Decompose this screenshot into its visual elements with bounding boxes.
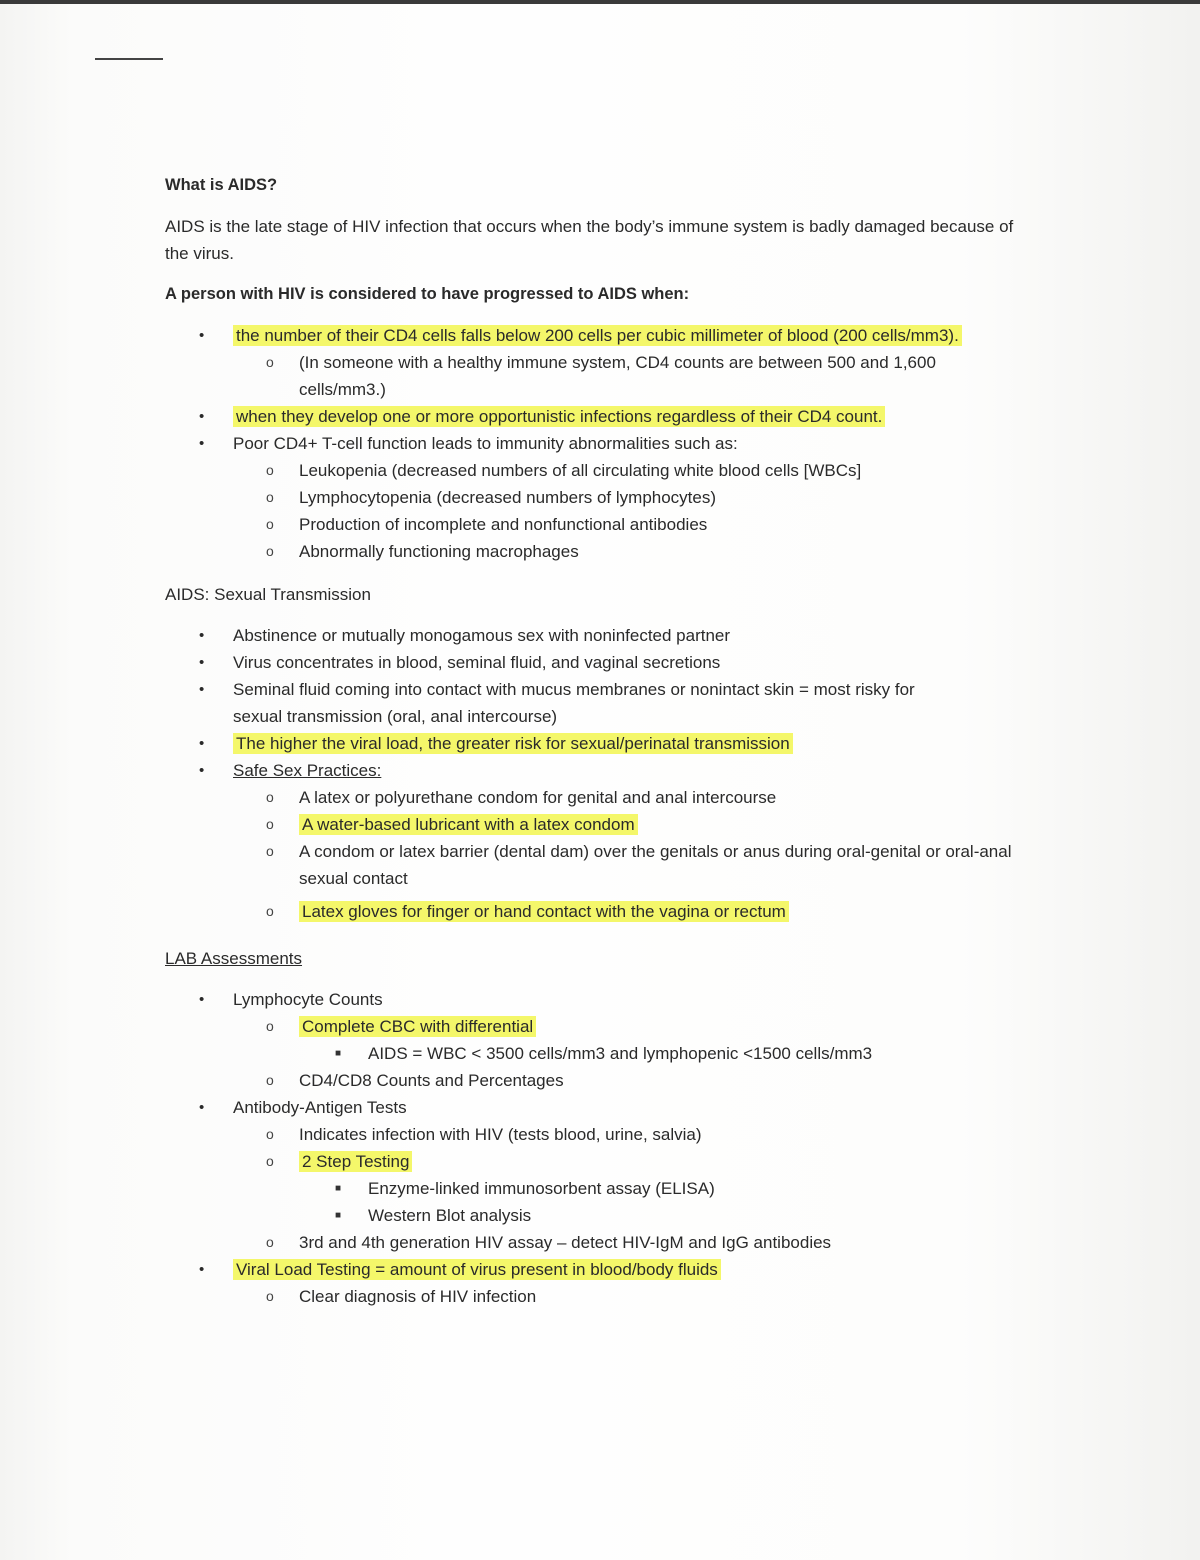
list-item xyxy=(165,538,1025,565)
list-item-text: AIDS = WBC < 3500 cells/mm3 and lymphopenic <1500 cells/mm3 xyxy=(368,1044,873,1063)
list-item-text: Lymphocytopenia (decreased numbers of lymphocytes) xyxy=(299,488,717,507)
circle-bullet-icon: o xyxy=(266,816,274,832)
list-item xyxy=(165,403,1025,430)
circle-bullet-icon: o xyxy=(266,1072,274,1088)
list-item-text: Production of incomplete and nonfunctional antibodies xyxy=(299,515,708,534)
bullet-icon: • xyxy=(199,681,205,698)
bullet-icon: • xyxy=(199,991,205,1008)
list-item-text: (In someone with a healthy immune system, CD4 counts are between 500 and 1,600 cells/mm3.) xyxy=(299,353,936,399)
circle-bullet-icon: o xyxy=(266,1018,274,1034)
list-item xyxy=(165,484,1025,511)
section-heading-lab: LAB Assessments xyxy=(165,949,303,968)
safe-sex-heading: Safe Sex Practices: xyxy=(233,761,382,780)
bullet-icon: • xyxy=(199,327,205,344)
section-heading-transmission: AIDS: Sexual Transmission xyxy=(165,585,371,604)
highlighted-text: Complete CBC with differential xyxy=(299,1016,536,1037)
bullet-icon: • xyxy=(199,762,205,779)
list-item xyxy=(165,1202,1025,1229)
circle-bullet-icon: o xyxy=(266,462,274,478)
definition-paragraph: AIDS is the late stage of HIV infection that occurs when the body’s immune system is badly damaged because of the virus. xyxy=(165,217,1014,263)
list-item xyxy=(165,898,1025,925)
list-item xyxy=(165,811,1025,838)
list-item xyxy=(165,1229,1025,1256)
list-item xyxy=(165,1094,1025,1121)
list-item xyxy=(165,784,1025,811)
list-item xyxy=(165,430,1025,457)
highlighted-text: A water-based lubricant with a latex condom xyxy=(299,814,638,835)
criteria-list xyxy=(165,322,1025,565)
list-item xyxy=(165,1067,1025,1094)
list-item-text: A condom or latex barrier (dental dam) over the genitals or anus during oral-genital or oral-anal sexual contact xyxy=(299,842,1012,888)
list-item-text: Abnormally functioning macrophages xyxy=(299,542,579,561)
section-heading-what-is-aids: What is AIDS? xyxy=(165,176,278,194)
list-item-text: Antibody-Antigen Tests xyxy=(233,1098,407,1117)
list-item xyxy=(165,986,1025,1013)
list-item xyxy=(165,757,1025,784)
criteria-heading: A person with HIV is considered to have progressed to AIDS when: xyxy=(165,285,690,303)
bullet-icon: • xyxy=(199,1099,205,1116)
circle-bullet-icon: o xyxy=(266,1153,274,1169)
list-item-text: CD4/CD8 Counts and Percentages xyxy=(299,1071,564,1090)
circle-bullet-icon: o xyxy=(266,516,274,532)
list-item xyxy=(165,649,1025,676)
highlighted-text: The higher the viral load, the greater risk for sexual/perinatal transmission xyxy=(233,733,793,754)
list-item-text: A latex or polyurethane condom for genital and anal intercourse xyxy=(299,788,777,807)
page-top-edge xyxy=(0,0,1200,4)
list-item-text: Lymphocyte Counts xyxy=(233,990,383,1009)
list-item xyxy=(165,1013,1025,1040)
transmission-list xyxy=(165,622,1025,925)
highlighted-text: Viral Load Testing = amount of virus present in blood/body fluids xyxy=(233,1259,721,1280)
list-item-text: Leukopenia (decreased numbers of all circulating white blood cells [WBCs] xyxy=(299,461,862,480)
list-item xyxy=(165,1040,1025,1067)
list-item-text: Poor CD4+ T-cell function leads to immunity abnormalities such as: xyxy=(233,434,738,453)
document-body xyxy=(165,172,1025,1310)
circle-bullet-icon: o xyxy=(266,843,274,859)
list-item-text: Western Blot analysis xyxy=(368,1206,532,1225)
list-item xyxy=(165,511,1025,538)
list-item xyxy=(165,1256,1025,1283)
highlighted-text: 2 Step Testing xyxy=(299,1151,412,1172)
list-item xyxy=(165,838,1025,892)
list-item xyxy=(165,322,1025,349)
list-item xyxy=(165,1283,1025,1310)
list-item-text: 3rd and 4th generation HIV assay – detect HIV-IgM and IgG antibodies xyxy=(299,1233,832,1252)
circle-bullet-icon: o xyxy=(266,543,274,559)
list-item xyxy=(165,349,1025,403)
square-bullet-icon: ■ xyxy=(335,1183,342,1194)
bullet-icon: • xyxy=(199,408,205,425)
square-bullet-icon: ■ xyxy=(335,1048,342,1059)
list-item-text: Clear diagnosis of HIV infection xyxy=(299,1287,537,1306)
list-item-text: Abstinence or mutually monogamous sex with noninfected partner xyxy=(233,626,731,645)
list-item xyxy=(165,1121,1025,1148)
list-item xyxy=(165,730,1025,757)
highlighted-text: Latex gloves for finger or hand contact with the vagina or rectum xyxy=(299,901,789,922)
circle-bullet-icon: o xyxy=(266,1234,274,1250)
highlighted-text: when they develop one or more opportunistic infections regardless of their CD4 count. xyxy=(233,406,885,427)
circle-bullet-icon: o xyxy=(266,1126,274,1142)
list-item-text: Enzyme-linked immunosorbent assay (ELISA) xyxy=(368,1179,715,1198)
list-item xyxy=(165,1175,1025,1202)
bullet-icon: • xyxy=(199,654,205,671)
circle-bullet-icon: o xyxy=(266,354,274,370)
bullet-icon: • xyxy=(199,435,205,452)
bullet-icon: • xyxy=(199,1261,205,1278)
circle-bullet-icon: o xyxy=(266,789,274,805)
bullet-icon: • xyxy=(199,735,205,752)
list-item xyxy=(165,622,1025,649)
header-dash xyxy=(95,58,163,60)
bullet-icon: • xyxy=(199,627,205,644)
list-item xyxy=(165,457,1025,484)
list-item-text: Seminal fluid coming into contact with mucus membranes or nonintact skin = most risky for sexual transmission (oral, anal intercourse) xyxy=(233,680,915,726)
circle-bullet-icon: o xyxy=(266,903,274,919)
circle-bullet-icon: o xyxy=(266,1288,274,1304)
lab-list xyxy=(165,986,1025,1310)
list-item-text: Virus concentrates in blood, seminal fluid, and vaginal secretions xyxy=(233,653,721,672)
highlighted-text: the number of their CD4 cells falls below 200 cells per cubic millimeter of blood (200 cells/mm3). xyxy=(233,325,962,346)
square-bullet-icon: ■ xyxy=(335,1210,342,1221)
list-item-text: Indicates infection with HIV (tests blood, urine, salvia) xyxy=(299,1125,702,1144)
list-item xyxy=(165,1148,1025,1175)
circle-bullet-icon: o xyxy=(266,489,274,505)
list-item xyxy=(165,676,953,730)
